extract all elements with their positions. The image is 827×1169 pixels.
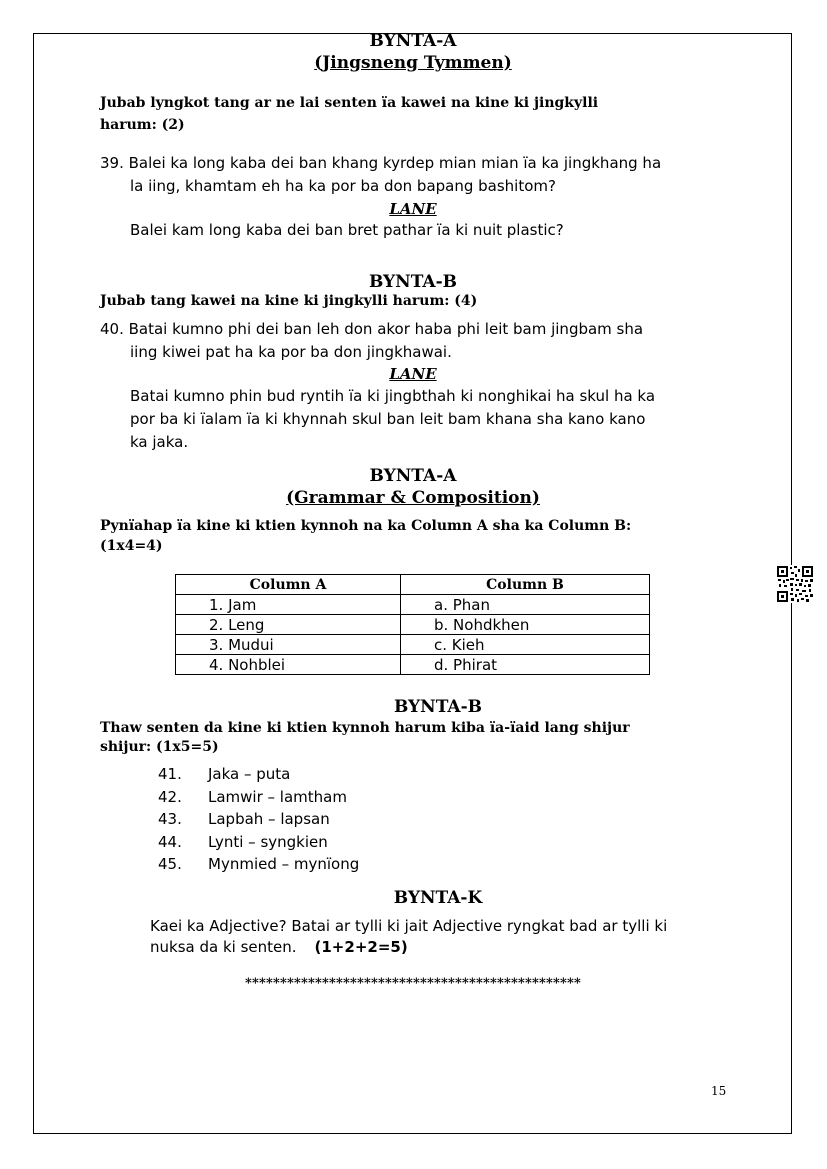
adjective-question-text: nuksa da ki senten. [150,938,297,956]
section-title-grammar: BYNTA-A [369,466,457,486]
instruction-bynta-b: Jubab tang kawei na kine ki jingkylli harum: (4) [100,293,478,309]
item-number: 41. [158,765,182,783]
section-title-bynta-b-2: BYNTA-B [393,697,483,717]
section-title-bynta-k: BYNTA-K [393,888,483,908]
question-40-line-2: iing kiwei pat ha ka por ba don jingkhawai. [130,343,452,361]
instruction-matching-line-2: (1x4=4) [100,538,163,554]
table-header-row [176,575,650,595]
instruction-line-1: Jubab lyngkot tang ar ne lai senten ïa kawei na kine ki jingkylli [100,95,599,111]
column-a-header: Column A [176,575,401,595]
item-number: 42. [158,788,182,806]
question-40-alt-line-3: ka jaka. [130,433,189,451]
column-b-cell: d. Phirat [401,655,650,675]
item-text: Jaka – puta [208,765,291,783]
matching-table [175,574,650,675]
instruction-sentences-line-1: Thaw senten da kine ki ktien kynnoh harum kiba ïa-ïaid lang shijur [100,720,630,736]
column-a-cell: 1. Jam [176,595,401,615]
column-a-cell: 4. Nohblei [176,655,401,675]
marks-label: (1+2+2=5) [314,938,408,956]
column-b-header: Column B [401,575,650,595]
item-number: 43. [158,810,182,828]
question-39-alternative: Balei kam long kaba dei ban bret pathar ïa ki nuit plastic? [130,221,564,239]
item-text: Mynmied – mynïong [208,855,360,873]
question-40-alt-line-1: Batai kumno phin bud ryntih ïa ki jingbthah ki nonghikai ha skul ha ka [130,387,656,405]
table-row [176,615,650,635]
section-subtitle-jingsneng-tymmen: (Jingsneng Tymmen) [314,53,512,73]
or-label: LANE [389,200,437,218]
adjective-question-line-2 [150,938,408,956]
table-row [176,595,650,615]
table-row [176,655,650,675]
table-row [176,635,650,655]
divider-asterisks: ************************************************ [245,976,581,991]
item-number: 45. [158,855,182,873]
column-b-cell: b. Nohdkhen [401,615,650,635]
instruction-line-2: harum: (2) [100,117,185,133]
column-a-cell: 3. Mudui [176,635,401,655]
instruction-matching-line-1: Pynïahap ïa kine ki ktien kynnoh na ka Column A sha ka Column B: [100,518,632,534]
item-text: Lynti – syngkien [208,833,328,851]
instruction-sentences-line-2: shijur: (1x5=5) [100,739,219,755]
qr-code-icon [776,565,814,603]
question-40-alt-line-2: por ba ki ïalam ïa ki khynnah skul ban leit bam khana sha kano kano [130,410,646,428]
question-39-line-1: 39. Balei ka long kaba dei ban khang kyrdep mian mian ïa ka jingkhang ha [100,154,662,172]
column-b-cell: c. Kieh [401,635,650,655]
section-title-bynta-b: BYNTA-B [368,272,458,292]
or-label-2: LANE [389,365,437,383]
item-text: Lapbah – lapsan [208,810,330,828]
section-subtitle-grammar-composition: (Grammar & Composition) [286,488,540,508]
page-number: 15 [711,1084,727,1098]
item-number: 44. [158,833,182,851]
question-39-line-2: la iing, khamtam eh ha ka por ba don bapang bashitom? [130,177,556,195]
item-text: Lamwir – lamtham [208,788,347,806]
adjective-question-line-1: Kaei ka Adjective? Batai ar tylli ki jait Adjective ryngkat bad ar tylli ki [150,917,668,935]
column-a-cell: 2. Leng [176,615,401,635]
question-40-line-1: 40. Batai kumno phi dei ban leh don akor haba phi leit bam jingbam sha [100,320,644,338]
section-title-bynta-a: BYNTA-A [369,31,457,51]
column-b-cell: a. Phan [401,595,650,615]
